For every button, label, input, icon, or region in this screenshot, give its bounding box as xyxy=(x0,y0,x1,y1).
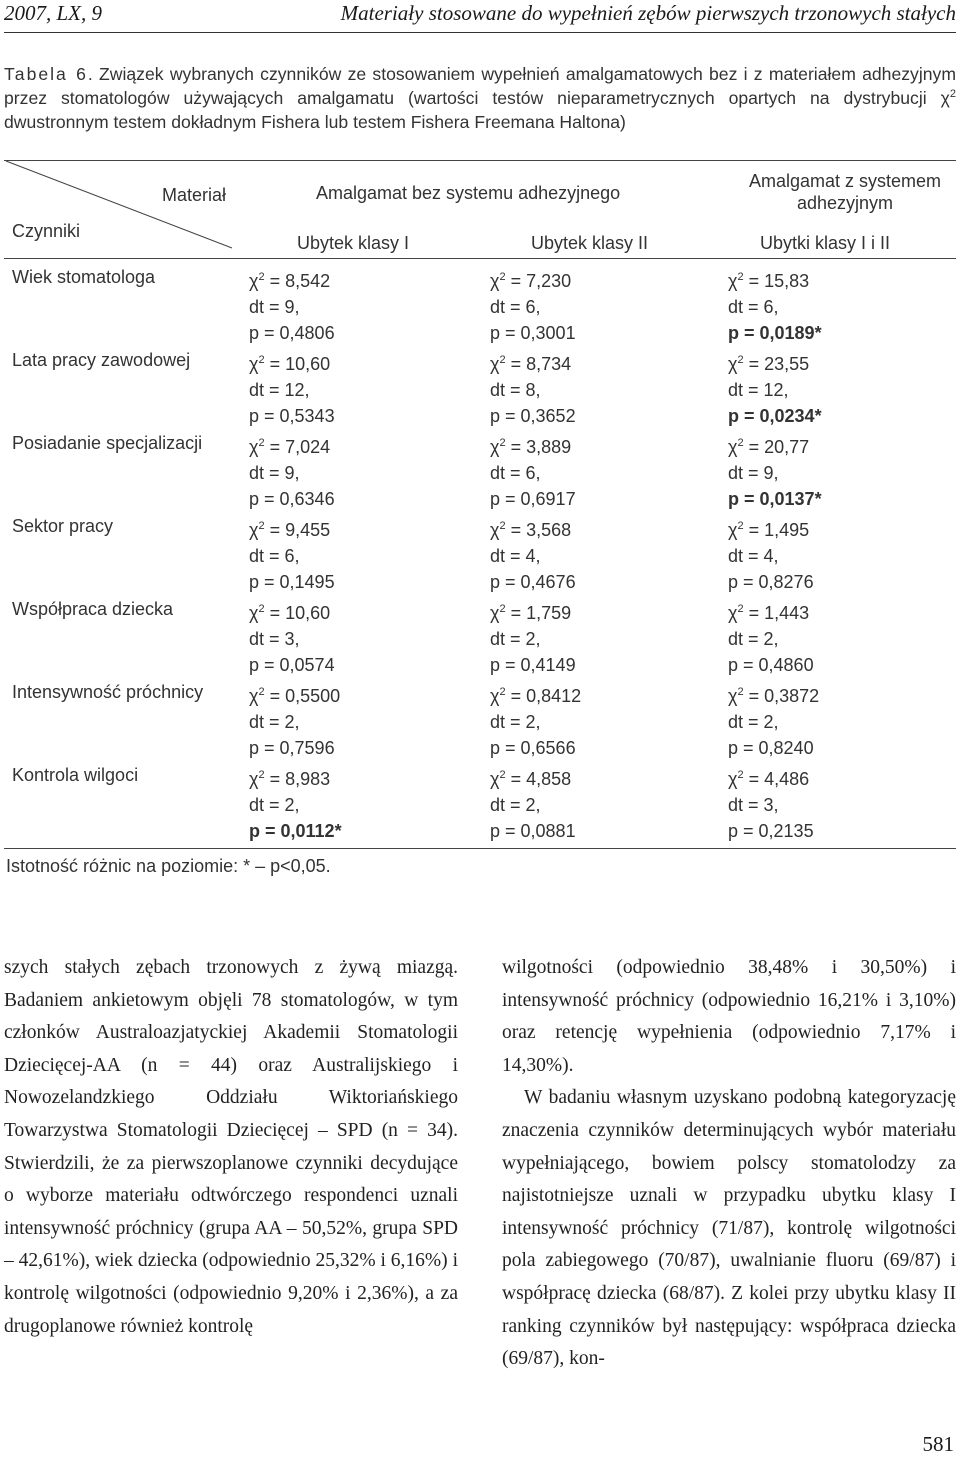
chi-square-value: $\chi^2 = 0,8412$ xyxy=(490,686,582,706)
table-cell xyxy=(249,513,335,595)
body-column-right xyxy=(502,952,956,1376)
p-value: p = 0,8276 xyxy=(728,572,814,592)
paragraph: W badaniu własnym uzyskano podobną kategoryzację znaczenia czynników determinujących wybór materiału wypełniającego, bowiem polscy stomatolodzy za najistotniejsze uznali w przypadku ubytku klasy I intensywność próchnicy (71/87), kontrolę wilgotności pola zabiegowego (70/87), uwalnianie fluoru (69/87) i współpracę dziecka (68/87). Z kolei przy ubytku klasy II ranking czynników był następujący: współpraca dziecka (69/87), kon- xyxy=(502,1087,956,1370)
row-factor-label: Wiek stomatologa xyxy=(12,267,156,287)
degrees-of-freedom: dt = 4, xyxy=(728,546,779,566)
degrees-of-freedom: dt = 6, xyxy=(249,546,300,566)
caption-chi-sup: 2 xyxy=(949,88,956,101)
table-cell xyxy=(249,596,335,678)
sub-header-class-1-2: Ubytki klasy I i II xyxy=(760,233,891,253)
table-cell xyxy=(728,679,819,761)
table-cell xyxy=(490,679,581,761)
p-value: p = 0,8240 xyxy=(728,738,814,758)
degrees-of-freedom: dt = 9, xyxy=(728,463,779,483)
degrees-of-freedom: dt = 2, xyxy=(249,712,300,732)
running-title: Materiały stosowane do wypełnień zębów pierwszych trzonowych stałych xyxy=(340,1,956,25)
chi-square-value: $\chi^2 = 1,759$ xyxy=(490,603,572,623)
table-cell xyxy=(490,513,576,595)
table-cell xyxy=(249,679,340,761)
corner-header-factors: Czynniki xyxy=(12,221,81,241)
group-header-adhesive: Amalgamat z systemem adhezyjnym xyxy=(748,171,942,213)
degrees-of-freedom: dt = 2, xyxy=(490,712,541,732)
table-cell xyxy=(728,762,814,844)
degrees-of-freedom: dt = 8, xyxy=(490,380,541,400)
chi-square-value: $\chi^2 = 3,889$ xyxy=(490,437,572,457)
table-cell xyxy=(728,596,814,678)
chi-square-value: $\chi^2 = 15,83$ xyxy=(728,271,810,291)
table-bottom-rule xyxy=(4,848,956,849)
degrees-of-freedom: dt = 3, xyxy=(249,629,300,649)
table-cell xyxy=(490,762,576,844)
row-factor-label: Sektor pracy xyxy=(12,516,114,536)
row-factor-label: Współpraca dziecka xyxy=(12,599,174,619)
degrees-of-freedom: dt = 6, xyxy=(490,297,541,317)
chi-square-value: $\chi^2 = 9,455$ xyxy=(249,520,331,540)
degrees-of-freedom: dt = 9, xyxy=(249,297,300,317)
p-value: p = 0,3001 xyxy=(490,323,576,343)
p-value: p = 0,1495 xyxy=(249,572,335,592)
degrees-of-freedom: dt = 2, xyxy=(728,629,779,649)
corner-header-material: Materiał xyxy=(162,185,227,205)
chi-square-value: $\chi^2 = 8,734$ xyxy=(490,354,572,374)
table-cell xyxy=(728,513,814,595)
degrees-of-freedom: dt = 6, xyxy=(728,297,779,317)
chi-square-value: $\chi^2 = 1,443$ xyxy=(728,603,810,623)
p-value-significant: p = 0,0189* xyxy=(728,323,822,343)
p-value: p = 0,0574 xyxy=(249,655,335,675)
table-cell xyxy=(490,430,576,512)
row-factor-label: Intensywność próchnicy xyxy=(12,682,204,702)
table-cell xyxy=(249,430,335,512)
p-value: p = 0,4860 xyxy=(728,655,814,675)
chi-square-value: $\chi^2 = 3,568$ xyxy=(490,520,572,540)
p-value: p = 0,6346 xyxy=(249,489,335,509)
table-caption xyxy=(4,62,956,134)
body-column-left xyxy=(4,952,458,1343)
chi-square-value: $\chi^2 = 10,60$ xyxy=(249,354,331,374)
caption-text-2: dwustronnym testem dokładnym Fishera lub testem Fishera Freemana Haltona) xyxy=(4,112,626,132)
chi-square-value: $\chi^2 = 8,542$ xyxy=(249,271,331,291)
degrees-of-freedom: dt = 6, xyxy=(490,463,541,483)
degrees-of-freedom: dt = 2, xyxy=(728,712,779,732)
p-value: p = 0,0881 xyxy=(490,821,576,841)
degrees-of-freedom: dt = 12, xyxy=(249,380,310,400)
chi-square-value: $\chi^2 = 7,230$ xyxy=(490,271,572,291)
chi-square-value: $\chi^2 = 10,60$ xyxy=(249,603,331,623)
p-value-significant: p = 0,0112* xyxy=(249,821,342,841)
journal-issue: 2007, LX, 9 xyxy=(4,1,103,25)
page-number: 581 xyxy=(922,1432,954,1456)
chi-square-value: $\chi^2 = 0,3872$ xyxy=(728,686,820,706)
p-value: p = 0,4149 xyxy=(490,655,576,675)
p-value: p = 0,2135 xyxy=(728,821,814,841)
degrees-of-freedom: dt = 2, xyxy=(490,795,541,815)
chi-square-value: $\chi^2 = 4,486$ xyxy=(728,769,810,789)
row-factor-label: Kontrola wilgoci xyxy=(12,765,139,785)
running-header xyxy=(4,0,956,30)
degrees-of-freedom: dt = 4, xyxy=(490,546,541,566)
p-value-significant: p = 0,0137* xyxy=(728,489,822,509)
degrees-of-freedom: dt = 3, xyxy=(728,795,779,815)
row-factor-label: Lata pracy zawodowej xyxy=(12,350,191,370)
sub-header-class-2: Ubytek klasy II xyxy=(531,233,649,253)
paragraph: wilgotności (odpowiednio 38,48% i 30,50%) i intensywność próchnicy (odpowiednio 16,21% i 3,10%) oraz retencję wypełnienia (odpowiednio 7,17% i 14,30%). xyxy=(502,957,956,1076)
group-header-no-adhesive: Amalgamat bez systemu adhezyjnego xyxy=(316,183,621,203)
table-cell xyxy=(490,596,576,678)
paragraph: szych stałych zębach trzonowych z żywą miazgą. Badaniem ankietowym objęli 78 stomatologów, w tym członków Australoazjatyckiej Akademii Stomatologii Dziecięcej-AA (n = 44) oraz Australijskiego i Nowozelandzkiego Oddziału Wiktoriańskiego Towarzystwa Stomatologii Dziecięcej – SPD (n = 34). Stwierdzili, że za pierwszoplanowe czynniki decydujące o wyborze materiału odtwórczego respondenci uznali intensywność próchnicy (grupa AA – 50,52%, grupa SPD – 42,61%), wiek dziecka (odpowiednio 25,32% i 6,16%) i kontrolę wilgotności (odpowiednio 9,20% i 2,36%), a za drugoplanowe również kontrolę xyxy=(4,957,458,1337)
degrees-of-freedom: dt = 12, xyxy=(728,380,789,400)
p-value: p = 0,4676 xyxy=(490,572,576,592)
caption-text-1: . Związek wybranych czynników ze stosowaniem wypełnień amalgamatowych bez i z materiałem adhezyjnym przez stomatologów używających amalgamatu (wartości testów nieparametrycznych opartych na dystrybucji χ xyxy=(4,64,956,108)
table-footnote: Istotność różnic na poziomie: * – p<0,05. xyxy=(6,856,331,876)
degrees-of-freedom: dt = 9, xyxy=(249,463,300,483)
table-cell xyxy=(249,264,335,346)
table-cell xyxy=(249,762,342,844)
chi-square-value: $\chi^2 = 7,024$ xyxy=(249,437,331,457)
header-rule xyxy=(4,32,956,33)
p-value: p = 0,6566 xyxy=(490,738,576,758)
p-value-significant: p = 0,0234* xyxy=(728,406,822,426)
chi-square-value: $\chi^2 = 23,55$ xyxy=(728,354,810,374)
chi-square-value: $\chi^2 = 20,77$ xyxy=(728,437,810,457)
p-value: p = 0,7596 xyxy=(249,738,335,758)
sub-header-class-1: Ubytek klasy I xyxy=(297,233,410,253)
chi-square-value: $\chi^2 = 4,858$ xyxy=(490,769,572,789)
table-label: Tabela 6 xyxy=(4,64,88,84)
table-cell xyxy=(490,347,576,429)
row-factor-label: Posiadanie specjalizacji xyxy=(12,433,203,453)
table-cell xyxy=(728,347,822,429)
table-cell xyxy=(490,264,576,346)
degrees-of-freedom: dt = 2, xyxy=(249,795,300,815)
p-value: p = 0,5343 xyxy=(249,406,335,426)
degrees-of-freedom: dt = 2, xyxy=(490,629,541,649)
table-cell xyxy=(249,347,335,429)
chi-square-value: $\chi^2 = 8,983$ xyxy=(249,769,331,789)
header-bottom-rule xyxy=(4,258,956,259)
results-table xyxy=(0,160,960,880)
p-value: p = 0,4806 xyxy=(249,323,335,343)
chi-square-value: $\chi^2 = 0,5500$ xyxy=(249,686,341,706)
table-cell xyxy=(728,430,822,512)
p-value: p = 0,6917 xyxy=(490,489,576,509)
table-cell xyxy=(728,264,822,346)
p-value: p = 0,3652 xyxy=(490,406,576,426)
chi-square-value: $\chi^2 = 1,495$ xyxy=(728,520,810,540)
